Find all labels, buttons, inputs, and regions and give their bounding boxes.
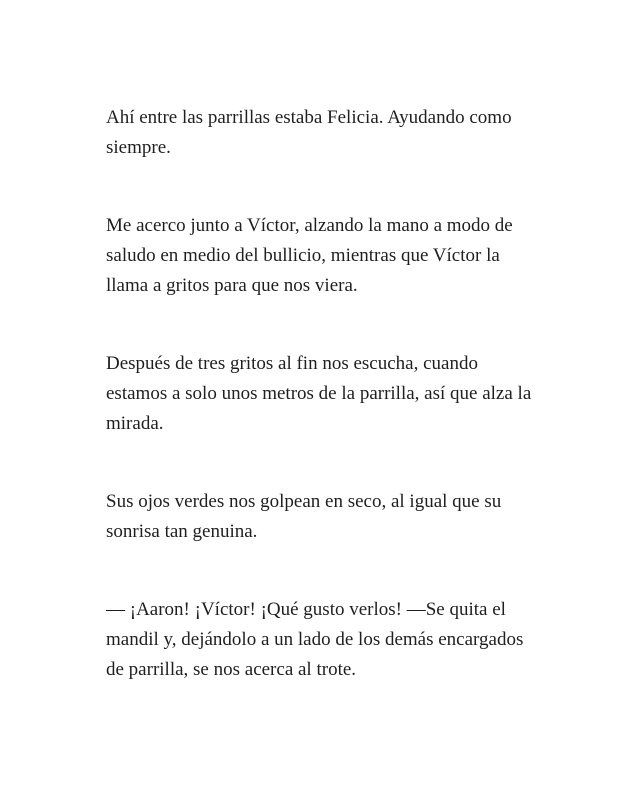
text-line: sonrisa tan genuina.: [106, 521, 258, 542]
text-line: llama a gritos para que nos viera.: [106, 275, 358, 296]
text-line: estamos a solo unos metros de la parrilla, así que alza la: [106, 383, 532, 404]
paragraph-dialogue: [106, 595, 546, 685]
paragraph: [106, 103, 546, 163]
text-line: siempre.: [106, 137, 171, 158]
paragraph: [106, 211, 546, 301]
text-line: Me acerco junto a Víctor, alzando la mano a modo de: [106, 215, 513, 236]
text-line: — ¡Aaron! ¡Víctor! ¡Qué gusto verlos! —Se quita el: [106, 599, 506, 620]
text-line: saludo en medio del bullicio, mientras que Víctor la: [106, 245, 500, 266]
text-block: [106, 103, 546, 685]
text-line: Después de tres gritos al fin nos escucha, cuando: [106, 353, 478, 374]
text-line: mandil y, dejándolo a un lado de los demás encargados: [106, 629, 524, 650]
text-line: Sus ojos verdes nos golpean en seco, al igual que su: [106, 491, 502, 512]
text-line: mirada.: [106, 413, 164, 434]
text-line: de parrilla, se nos acerca al trote.: [106, 659, 357, 680]
paragraph: [106, 487, 546, 547]
text-line: Ahí entre las parrillas estaba Felicia. Ayudando como: [106, 107, 512, 128]
paragraph: [106, 349, 546, 439]
